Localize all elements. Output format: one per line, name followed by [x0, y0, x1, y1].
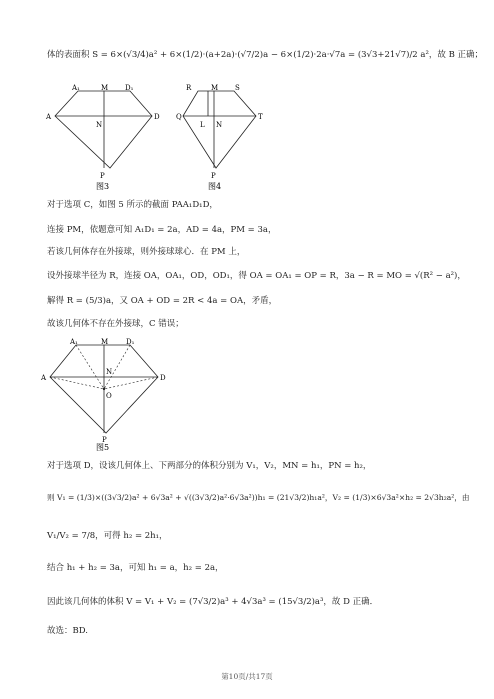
- fig5-caption: 图5: [96, 443, 110, 452]
- option-d-volumes: 则 V₁ = (1/3)×((3√3/2)a² + 6√3a² + √((3√3/2)a²·6√3a²))h₁ = (21√3/2)h₁a²，V₂ = (1/3)×6√3a²×h₂ = 2√3h₂a²，由: [47, 493, 470, 502]
- fig4-caption: 图4: [208, 182, 222, 191]
- fig4-label-L: L: [200, 121, 205, 129]
- option-d-total-volume: 因此该几何体的体积 V = V₁ + V₂ = (7√3/2)a³ + 4√3a³ = (15√3/2)a³，故 D 正确．: [47, 597, 379, 607]
- option-d-heights: 结合 h₁ + h₂ = 3a，可知 h₁ = a，h₂ = 2a，: [47, 563, 224, 573]
- option-d-intro: 对于选项 D，设该几何体上、下两部分的体积分别为 V₁，V₂，MN = h₁，PN = h₂，: [47, 461, 372, 471]
- option-c-radius: 设外接球半径为 R，连接 OA，OA₁，OD，OD₁，得 OA = OA₁ = OP = R，3a − R = MO = √(R² − a²)，: [47, 271, 466, 281]
- fig3-label-N: N: [96, 121, 103, 129]
- fig5-label-D1: D₁: [126, 338, 135, 346]
- fig4-label-N: N: [216, 121, 223, 129]
- fig5-label-O: O: [106, 392, 112, 400]
- fig4-label-S: S: [235, 84, 240, 92]
- fig3-label-M: M: [101, 84, 109, 92]
- fig3-label-D: D: [154, 113, 160, 121]
- fig5-label-A: A: [41, 374, 47, 382]
- fig4-label-T: T: [258, 113, 263, 121]
- figure-5: [38, 335, 178, 453]
- fig4-label-R: R: [186, 84, 192, 92]
- figure-4: [176, 82, 280, 192]
- final-answer: 故选：BD.: [47, 626, 88, 636]
- fig5-label-D: D: [160, 374, 166, 382]
- option-c-connect: 连接 PM，依题意可知 A₁D₁ = 2a，AD = 4a，PM = 3a，: [47, 225, 277, 235]
- option-c-sphere-assume: 若该几何体存在外接球，则外接球球心．在 PM 上，: [47, 247, 246, 257]
- fig4-label-M: M: [211, 84, 219, 92]
- fig5-label-A1: A₁: [70, 338, 78, 346]
- surface-area-line: 体的表面积 S = 6×(√3/4)a² + 6×(1/2)·(a+2a)·(√7/2)a − 6×(1/2)·2a·√7a = (3√3+21√7)/2 a²，故 B 正确；: [47, 50, 484, 60]
- fig4-label-Q: Q: [176, 113, 182, 121]
- fig3-label-P: P: [100, 172, 105, 180]
- fig4-label-P: P: [211, 172, 216, 180]
- figure-3: [40, 82, 170, 192]
- fig5-label-P: P: [102, 436, 107, 444]
- fig3-label-A1: A₁: [72, 84, 80, 92]
- page-footer: 第10页/共17页: [221, 672, 273, 681]
- fig3-caption: 图3: [96, 182, 110, 191]
- fig3-label-A: A: [46, 113, 52, 121]
- option-c-intro: 对于选项 C，如图 5 所示的截面 PAA₁D₁D，: [47, 200, 218, 210]
- option-c-solve: 解得 R = (5/3)a，又 OA + OD = 2R < 4a = OA，矛盾，: [47, 296, 278, 306]
- fig3-label-D1: D₁: [125, 84, 134, 92]
- fig5-label-M: M: [101, 338, 109, 346]
- option-c-conclusion: 故该几何体不存在外接球，C 错误；: [47, 319, 184, 329]
- option-d-ratio: V₁/V₂ = 7/8，可得 h₂ = 2h₁，: [47, 531, 168, 541]
- fig5-label-N: N: [106, 368, 113, 376]
